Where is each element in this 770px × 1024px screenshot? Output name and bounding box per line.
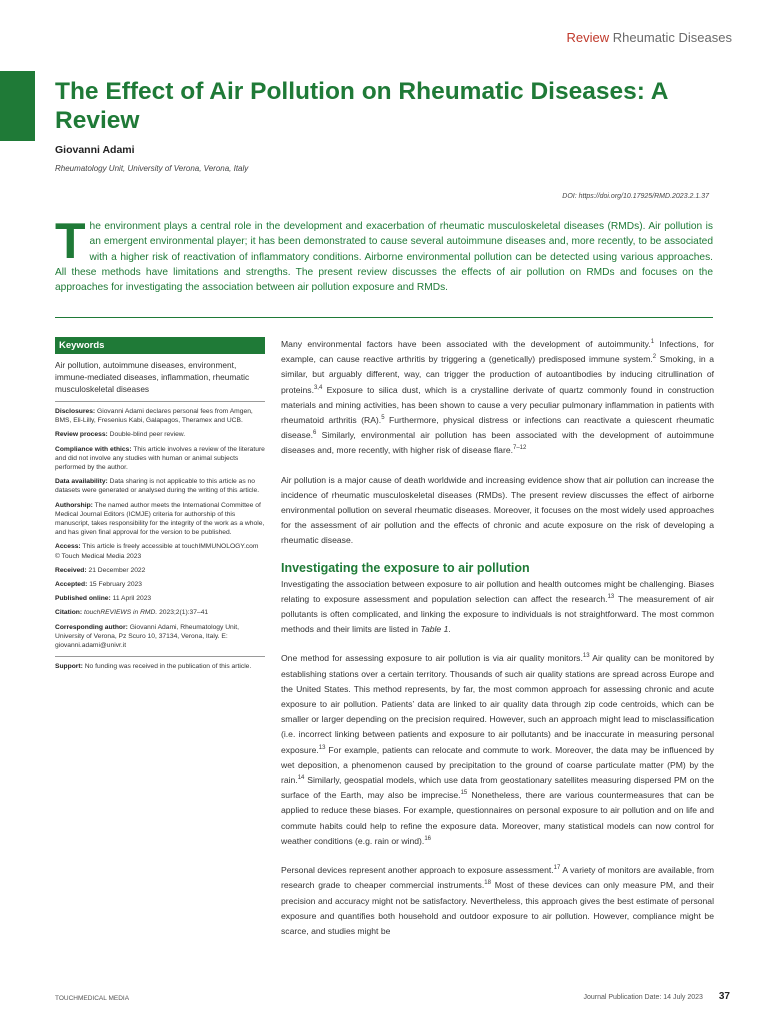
- compliance-ethics: [55, 445, 265, 473]
- author-name: Giovanni Adami: [55, 144, 135, 156]
- access-label: Access:: [55, 543, 81, 551]
- body-text: Smoking, in a similar, but arguably different, way, can trigger the production of autoantibodies by inducing citrullination of proteins.: [281, 354, 714, 395]
- published-date: [55, 594, 265, 603]
- keywords-list: Air pollution, autoimmune diseases, environment, immune-mediated diseases, inflammation, rheumatic musculoskeletal diseases: [55, 360, 250, 394]
- section-color-tab: [0, 71, 35, 141]
- abstract-divider: [55, 317, 713, 318]
- body-text: Exposure to silica dust, which is a crystalline derivate of quartz commonly found in construction materials and mining activities, has been shown to cause a very peculiar pulmonary inflammation in patients with rheumatoid arthritis (RA).: [281, 384, 714, 426]
- body-paragraph: [281, 577, 714, 638]
- citation-ref[interactable]: 13: [582, 653, 590, 660]
- body-text: Furthermore, physical distress or infections can reactivate a quiescent rheumatic disease.: [281, 415, 714, 441]
- sidebar-divider: [55, 656, 265, 657]
- body-text: Investigating the association between exposure to air pollution and health outcomes might be challenging. Biases relating to exposure assessment and population selection can affect the research.: [281, 578, 714, 604]
- review-process-text: Double-blind peer review.: [109, 431, 186, 439]
- citation-ref[interactable]: 6: [313, 430, 317, 437]
- body-paragraph: [281, 863, 714, 939]
- body-text: Infections, for example, can cause reactive arthritis by triggering a (genetically) predisposed immune system.: [281, 339, 714, 365]
- disclosures: [55, 407, 265, 425]
- support-label: Support:: [55, 663, 83, 671]
- citation-ref[interactable]: 18: [484, 880, 491, 887]
- abstract-dropcap: T: [55, 213, 86, 269]
- citation-ref[interactable]: 13: [607, 593, 615, 600]
- authorship-text: The named author meets the International Committee of Medical Journal Editors (ICMJE) criteria for authorship of this manuscript, takes responsibility for the integrity of the work as a whole, and has given final approval for the version to be published.: [55, 501, 265, 537]
- citation-ref[interactable]: 13: [318, 744, 326, 751]
- body-text: A variety of monitors are available, from research grade to cheaper commercial instruments.: [281, 865, 714, 891]
- body-paragraph: [281, 337, 714, 459]
- support: [55, 662, 265, 671]
- footer-publication-date: Journal Publication Date: 14 July 2023: [583, 994, 703, 1001]
- citation-ref[interactable]: 15: [460, 790, 468, 797]
- citation-ref[interactable]: 2: [652, 354, 657, 361]
- authorship: [55, 501, 265, 538]
- published-value: 11 April 2023: [112, 595, 152, 603]
- body-text: .: [448, 624, 451, 635]
- section-heading: Investigating the exposure to air pollution: [281, 560, 530, 575]
- citation-ref[interactable]: 1: [650, 339, 655, 346]
- body-text: Personal devices represent another approach to exposure assessment.: [281, 865, 554, 876]
- citation-ref[interactable]: 5: [381, 415, 385, 422]
- body-text: For example, patients can relocate and commute to work. Moreover, the data may be influenced by wet deposition, a phenomenon caused by precipitation to the ground of coarse particulate matter (PM) by the rain.: [281, 744, 714, 786]
- abstract-text: he environment plays a central role in the development and exacerbation of rheumatic musculoskeletal diseases (RMDs). Air pollution is an emergent environmental player; it has been demonstrated to cause several autoimmune diseases and, more recently, to be associated with a higher risk of reactivation of inflammatory conditions. Airborne environmental pollution can be detected using various approaches. All these methods have limitations and strengths. The present review discusses the effects of air pollution on RMDs and focuses on the approaches for investigating the association between air pollution exposure and RMDs.: [55, 221, 713, 294]
- citation-details: 2023;2(1):37–41: [159, 609, 209, 617]
- accepted-value: 15 February 2023: [89, 581, 142, 589]
- citation-ref[interactable]: 16: [424, 836, 431, 843]
- authorship-label: Authorship:: [55, 501, 93, 509]
- body-text: Most of these devices can only measure PM, and their precision and accuracy might not be satisfactory. Nevertheless, this approach gives the best estimate of personal exposure and quantifies both household and outdoor exposure to air pollution. However, compliance might be scarce, and studies might be: [281, 880, 715, 936]
- data-availability-label: Data availability:: [55, 478, 108, 486]
- citation-ref[interactable]: 17: [553, 865, 561, 872]
- corresponding-author: [55, 623, 265, 651]
- support-text: No funding was received in the publication of this article.: [84, 663, 252, 671]
- body-text: Air quality can be monitored by establishing stations over a certain territory. Thousands of such air quality stations are spread across Europe and the United States. This method represents, by far, the most common approach for assessing chronic and acute exposure to air pollution. Patients’ data are linked to air quality data through zip code centroids, which can be smaller or larger depending on the precision required. However, such an approach might lead to misclassification (i.e. incorrect linking between patients and exposure to air pollutants) and be inaccurate in measuring personal exposure.: [281, 653, 714, 755]
- corresponding-author-label: Corresponding author:: [55, 623, 128, 631]
- body-text: One method for assessing exposure to air pollution is via air quality monitors.: [281, 653, 583, 664]
- compliance-ethics-label: Compliance with ethics:: [55, 445, 132, 453]
- compliance-ethics-text: This article involves a review of the literature and did not involve any studies with human or animal subjects performed by the author.: [55, 445, 265, 472]
- published-label: Published online:: [55, 595, 111, 603]
- accepted-label: Accepted:: [55, 581, 88, 589]
- data-availability: [55, 477, 265, 495]
- footer-info: [583, 991, 730, 1002]
- citation-label: Citation:: [55, 609, 83, 617]
- corresponding-author-text: Giovanni Adami, Rheumatology Unit, University of Verona, Pz Scuro 10, 37134, Verona, Italy. E: giovanni.adami@univr.it: [55, 623, 239, 650]
- article-info-sidebar: [55, 337, 265, 671]
- received-value: 21 December 2022: [88, 566, 146, 574]
- article-title: The Effect of Air Pollution on Rheumatic Diseases: A Review: [55, 78, 668, 134]
- body-paragraph: [281, 651, 714, 849]
- footer-publisher: TOUCHMEDICAL MEDIA: [55, 995, 130, 1002]
- received-label: Received:: [55, 566, 87, 574]
- running-head-section: Review: [566, 30, 610, 45]
- citation-journal: touchREVIEWS in RMD.: [83, 609, 158, 617]
- review-process-label: Review process:: [55, 431, 108, 439]
- access: [55, 542, 265, 560]
- body-paragraph: Air pollution is a major cause of death worldwide and increasing evidence show that air pollution can increase the incidence of rheumatic musculoskeletal diseases (RMDs). The present review discusses the effect of airborne environmental pollution on several rheumatic diseases. Moreover, it focuses on the most widely used approaches for the assessment of air pollution and the effects of chronic and acute exposure on the risk of developing a rheumatic disease.: [281, 474, 714, 546]
- table-reference[interactable]: Table 1: [420, 624, 449, 635]
- sidebar-divider: [55, 401, 265, 402]
- author-affiliation: Rheumatology Unit, University of Verona, Verona, Italy: [55, 164, 249, 173]
- main-text-column: [281, 337, 714, 953]
- running-head-topic: Rheumatic Diseases: [612, 30, 732, 45]
- body-text: Similarly, environmental air pollution has been associated with the development of autoimmune diseases and, more recently, with higher risk of disease flare.: [281, 430, 714, 456]
- keywords-header: Keywords: [55, 337, 265, 354]
- citation-ref[interactable]: 3,4: [313, 384, 323, 391]
- page-number: 37: [718, 991, 730, 1002]
- disclosures-label: Disclosures:: [55, 408, 96, 415]
- body-text: Similarly, geospatial models, which use data from geostationary satellites measuring dispersed PM on the surface of the Earth, may also be imprecise.: [281, 775, 714, 801]
- data-availability-text: Data sharing is not applicable to this article as no datasets were generated or analysed during the writing of this article.: [55, 478, 260, 495]
- disclosures-text: Giovanni Adami declares personal fees from Amgen, BMS, Eli-Lilly, Fresenius Kabi, Galapagos, Theramex and UCB.: [55, 408, 253, 425]
- running-head: [567, 30, 732, 45]
- access-text: This article is freely accessible at touchIMMUNOLOGY.com © Touch Medical Media 2023: [55, 543, 259, 560]
- citation-ref[interactable]: 14: [297, 775, 305, 782]
- body-text: Many environmental factors have been associated with the development of autoimmunity.: [281, 339, 651, 349]
- body-text: Nonetheless, there are various countermeasures that can be applied to reduce these biases. For example, questionnaires on personal exposure to air pollution and on life and commute habits could help to refine the exposure data. Moreover, many statistical models can now control for weather conditions (e.g. rain or wind).: [281, 790, 715, 846]
- body-text: The measurement of air pollutants is often complicated, and linking the exposure to individuals is not straightforward. The most common methods and their limits are listed in: [281, 593, 714, 635]
- review-process: [55, 430, 265, 439]
- accepted-date: [55, 580, 265, 589]
- citation-ref[interactable]: 7–12: [512, 445, 527, 452]
- received-date: [55, 566, 265, 575]
- abstract: [55, 213, 713, 295]
- citation: [55, 608, 265, 617]
- doi-link[interactable]: DOI: https://doi.org/10.17925/RMD.2023.2.1.37: [562, 193, 709, 200]
